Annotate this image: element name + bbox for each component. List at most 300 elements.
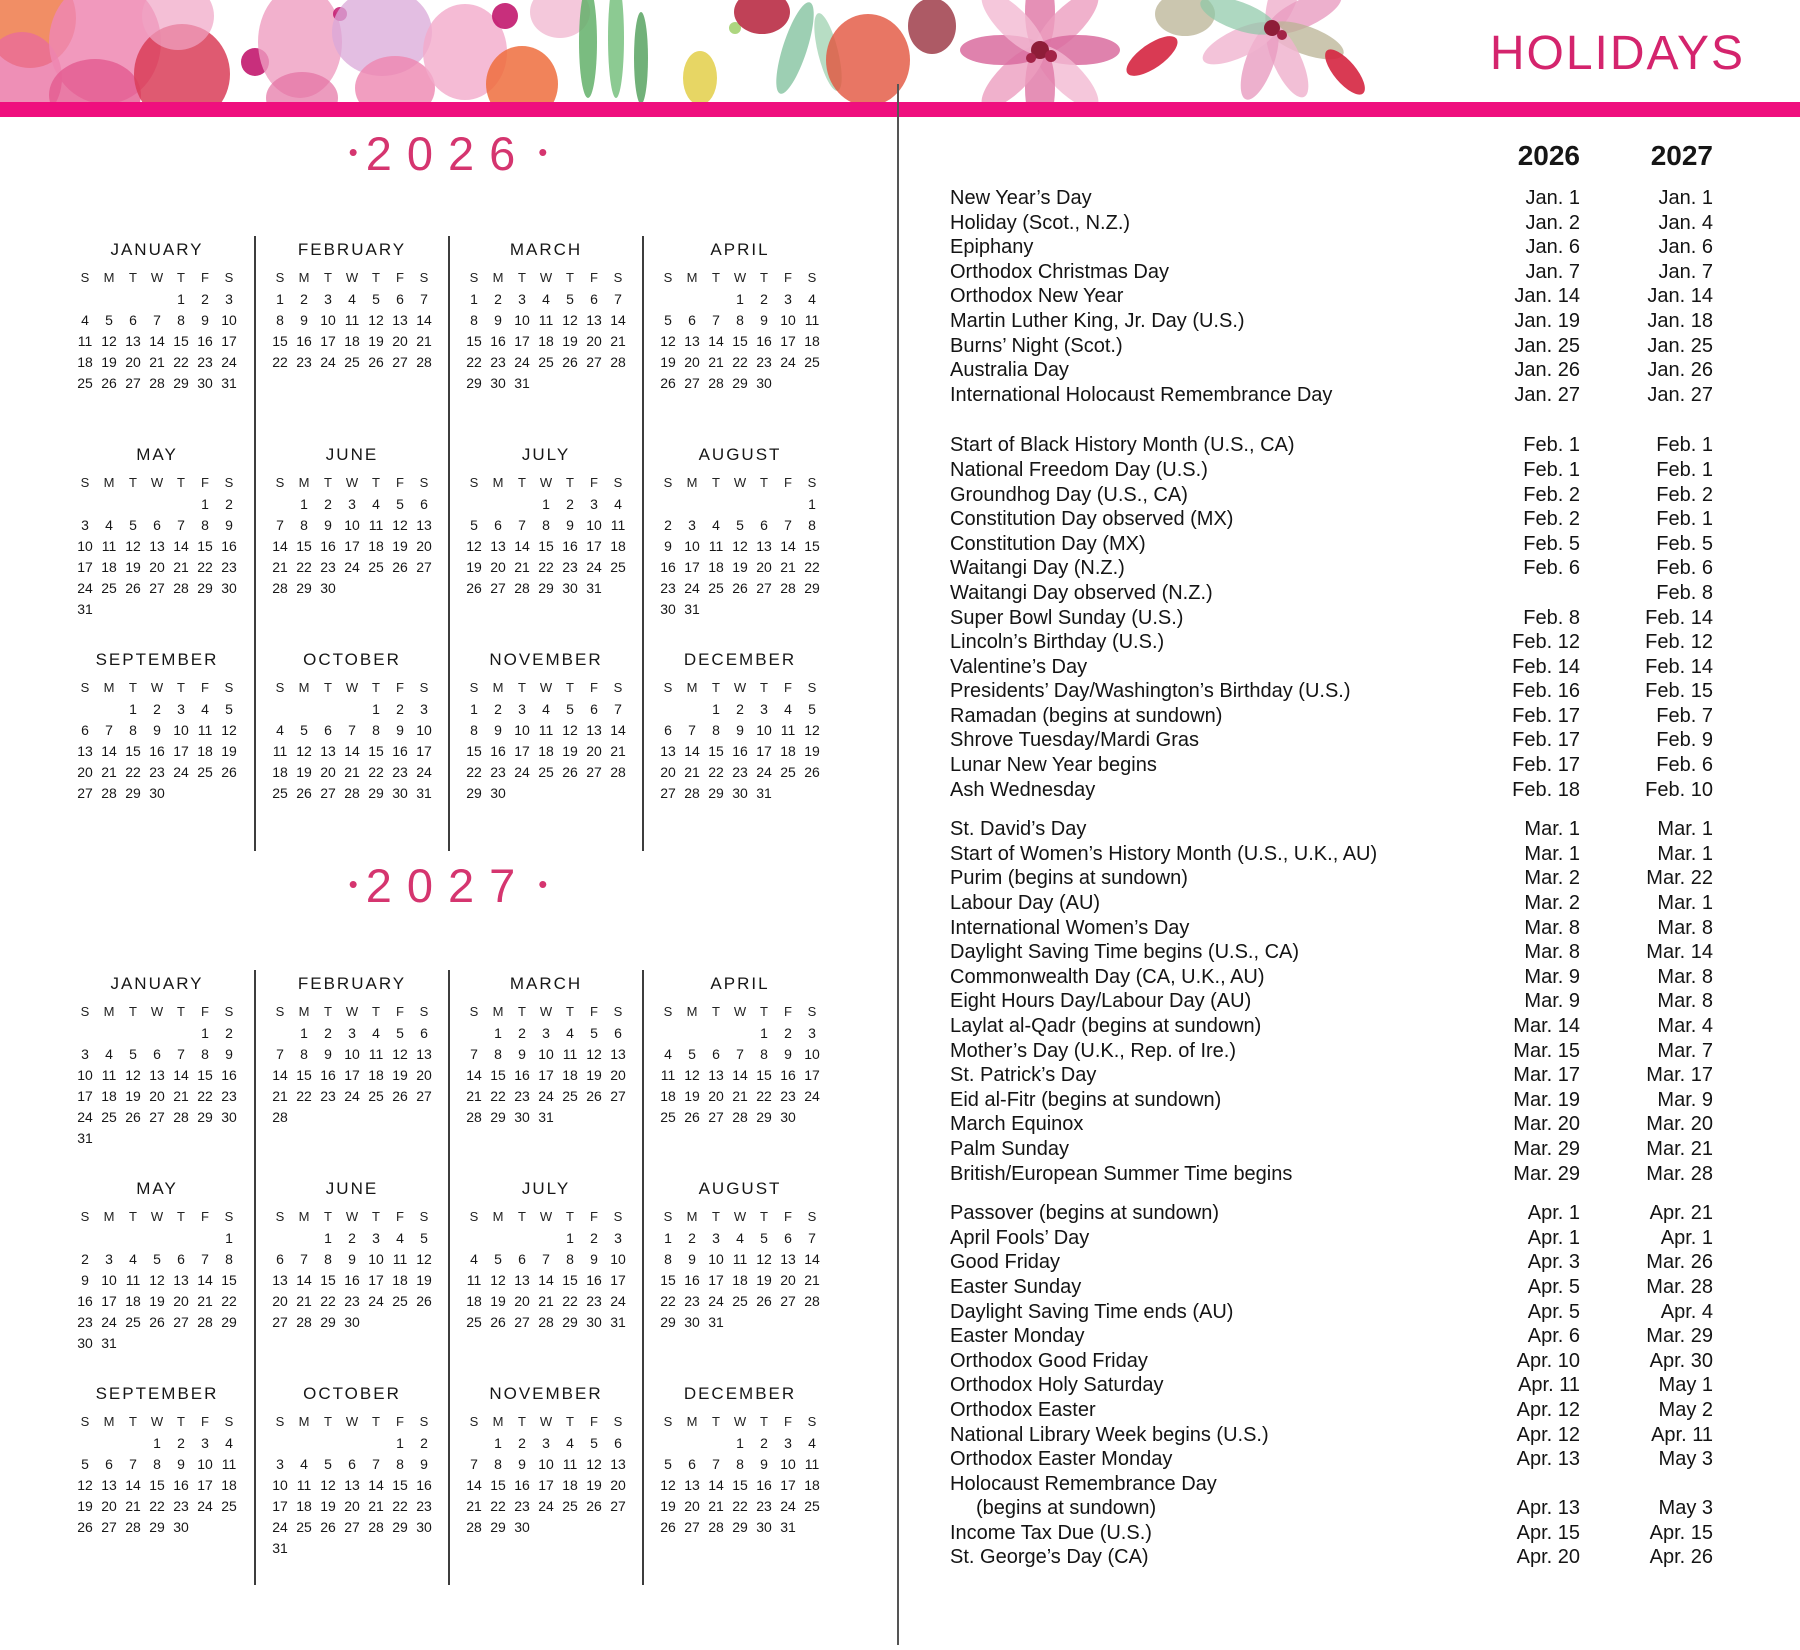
holiday-date-2026: Jan. 26 xyxy=(1514,359,1580,382)
day-number: 17 xyxy=(514,743,530,759)
day-number: 20 xyxy=(320,764,336,780)
day-number: 30 xyxy=(586,1314,602,1330)
month-title: JULY xyxy=(521,445,571,464)
day-number: 17 xyxy=(77,559,93,575)
day-of-week-header: M xyxy=(492,680,504,695)
holiday-name: Orthodox Good Friday xyxy=(950,1349,1148,1372)
day-number: 27 xyxy=(416,559,432,575)
month-2026-may xyxy=(60,441,254,646)
day-of-week-header: T xyxy=(518,1004,526,1019)
day-of-week-header: W xyxy=(345,1004,359,1019)
empty-day-cell xyxy=(728,1023,752,1044)
holiday-date-2026: Apr. 12 xyxy=(1516,1423,1580,1446)
day-number: 4 xyxy=(129,1251,137,1267)
day-of-week-header: W xyxy=(150,270,164,285)
day-of-week-header: F xyxy=(396,1209,404,1224)
holiday-date-2027: May 3 xyxy=(1658,1497,1713,1520)
day-of-week-header: S xyxy=(807,270,817,285)
day-number: 11 xyxy=(804,1456,820,1472)
day-number: 1 xyxy=(129,701,137,717)
day-of-week-header: S xyxy=(663,1209,673,1224)
day-of-week-header: T xyxy=(177,1414,185,1429)
day-number: 27 xyxy=(586,354,602,370)
day-number: 2 xyxy=(688,1230,696,1246)
day-of-week-header: S xyxy=(224,475,234,490)
day-number: 4 xyxy=(614,496,622,512)
empty-day-cell xyxy=(73,1228,97,1249)
day-of-week-header: T xyxy=(712,1414,720,1429)
day-number: 17 xyxy=(756,743,772,759)
holiday-date-2027: Mar. 22 xyxy=(1646,867,1713,890)
day-number: 19 xyxy=(490,1293,506,1309)
empty-day-cell xyxy=(510,1228,534,1249)
day-number: 4 xyxy=(105,1046,113,1062)
day-number: 12 xyxy=(392,1046,408,1062)
day-of-week-header: T xyxy=(129,1004,137,1019)
holiday-name: Easter Sunday xyxy=(950,1275,1082,1298)
day-number: 26 xyxy=(660,1519,676,1535)
month-2027-may xyxy=(60,1175,254,1380)
holiday-row xyxy=(950,1039,1713,1064)
day-of-week-header: T xyxy=(177,680,185,695)
day-number: 3 xyxy=(808,1025,816,1041)
empty-day-cell xyxy=(169,1023,193,1044)
day-number: 2 xyxy=(518,1025,526,1041)
empty-day-cell xyxy=(169,494,193,515)
holiday-row xyxy=(950,458,1713,483)
empty-day-cell xyxy=(121,494,145,515)
day-number: 17 xyxy=(684,559,700,575)
holiday-name: Ramadan (begins at sundown) xyxy=(950,704,1223,727)
day-number: 13 xyxy=(708,1067,724,1083)
day-number: 14 xyxy=(708,333,724,349)
day-number: 22 xyxy=(125,764,141,780)
day-number: 9 xyxy=(300,312,308,328)
day-number: 11 xyxy=(125,1272,141,1288)
day-number: 24 xyxy=(708,1293,724,1309)
holiday-row xyxy=(950,1088,1713,1113)
holiday-date-2027: Apr. 4 xyxy=(1660,1300,1713,1323)
day-number: 6 xyxy=(688,312,696,328)
holiday-date-2027: Jan. 7 xyxy=(1658,260,1713,283)
day-number: 29 xyxy=(296,580,312,596)
day-of-week-header: S xyxy=(80,1414,90,1429)
day-number: 25 xyxy=(562,1498,578,1514)
day-number: 12 xyxy=(684,1067,700,1083)
empty-day-cell xyxy=(268,1228,292,1249)
day-number: 25 xyxy=(562,1088,578,1104)
empty-day-cell xyxy=(73,289,97,310)
empty-day-cell xyxy=(486,494,510,515)
day-number: 31 xyxy=(610,1314,626,1330)
day-of-week-header: S xyxy=(419,270,429,285)
holiday-month-block xyxy=(950,433,1713,802)
holiday-date-2026: Feb. 17 xyxy=(1512,704,1580,727)
day-number: 3 xyxy=(614,1230,622,1246)
day-number: 3 xyxy=(105,1251,113,1267)
day-number: 18 xyxy=(344,333,360,349)
day-number: 28 xyxy=(368,1519,384,1535)
title-dot: • xyxy=(348,137,358,167)
holiday-date-2026: Apr. 10 xyxy=(1516,1349,1580,1372)
day-of-week-header: T xyxy=(129,1414,137,1429)
day-number: 20 xyxy=(272,1293,288,1309)
empty-day-cell xyxy=(121,1433,145,1454)
day-of-week-header: W xyxy=(345,1209,359,1224)
day-number: 26 xyxy=(149,1314,165,1330)
day-of-week-header: M xyxy=(298,1209,310,1224)
day-number: 29 xyxy=(466,785,482,801)
day-number: 12 xyxy=(804,722,820,738)
day-number: 22 xyxy=(804,559,820,575)
day-number: 13 xyxy=(756,538,772,554)
day-number: 23 xyxy=(320,1088,336,1104)
day-number: 28 xyxy=(466,1519,482,1535)
holiday-row xyxy=(950,211,1713,236)
holiday-row xyxy=(950,186,1713,211)
day-number: 9 xyxy=(324,1046,332,1062)
title-dot: • xyxy=(538,137,548,167)
holiday-month-block xyxy=(950,186,1713,407)
holiday-date-2027: Apr. 21 xyxy=(1649,1202,1713,1225)
day-number: 19 xyxy=(684,1088,700,1104)
day-number: 2 xyxy=(494,701,502,717)
day-number: 15 xyxy=(296,1067,312,1083)
day-number: 10 xyxy=(368,1251,384,1267)
day-number: 7 xyxy=(372,1456,380,1472)
day-of-week-header: S xyxy=(275,680,285,695)
day-number: 16 xyxy=(221,1067,237,1083)
day-number: 27 xyxy=(101,1519,117,1535)
holiday-row xyxy=(950,866,1713,891)
day-number: 21 xyxy=(272,1088,288,1104)
day-number: 22 xyxy=(466,354,482,370)
empty-day-cell xyxy=(193,1228,217,1249)
day-of-week-header: S xyxy=(224,270,234,285)
month-title: JANUARY xyxy=(110,240,204,259)
holiday-date-2027: Feb. 2 xyxy=(1656,483,1713,506)
day-number: 15 xyxy=(221,1272,237,1288)
day-number: 20 xyxy=(660,764,676,780)
day-number: 22 xyxy=(732,1498,748,1514)
day-of-week-header: M xyxy=(686,1209,698,1224)
holiday-date-2026: Feb. 2 xyxy=(1523,483,1580,506)
holiday-date-2027: Feb. 14 xyxy=(1645,606,1713,629)
holiday-name: Lincoln’s Birthday (U.S.) xyxy=(950,631,1165,654)
day-number: 26 xyxy=(125,580,141,596)
day-number: 13 xyxy=(684,1477,700,1493)
day-of-week-header: S xyxy=(275,1209,285,1224)
day-number: 25 xyxy=(466,1314,482,1330)
day-of-week-header: T xyxy=(372,1209,380,1224)
day-number: 24 xyxy=(780,354,796,370)
day-number: 3 xyxy=(712,1230,720,1246)
day-number: 19 xyxy=(221,743,237,759)
month-grid xyxy=(256,677,448,804)
day-number: 17 xyxy=(416,743,432,759)
day-number: 27 xyxy=(780,1293,796,1309)
holiday-row xyxy=(950,1521,1713,1546)
holiday-row xyxy=(950,433,1713,458)
empty-day-cell xyxy=(121,1228,145,1249)
day-number: 1 xyxy=(542,496,550,512)
day-number: 27 xyxy=(610,1088,626,1104)
day-of-week-header: T xyxy=(760,1209,768,1224)
day-number: 29 xyxy=(368,785,384,801)
day-of-week-header: T xyxy=(566,270,574,285)
day-of-week-header: F xyxy=(784,475,792,490)
day-number: 12 xyxy=(320,1477,336,1493)
day-number: 6 xyxy=(348,1456,356,1472)
month-title: APRIL xyxy=(710,240,770,259)
day-number: 6 xyxy=(590,701,598,717)
day-number: 29 xyxy=(197,1109,213,1125)
day-number: 6 xyxy=(688,1456,696,1472)
day-of-week-header: F xyxy=(201,680,209,695)
day-number: 13 xyxy=(490,538,506,554)
day-number: 24 xyxy=(586,559,602,575)
holiday-date-2027: Mar. 8 xyxy=(1657,916,1713,939)
day-number: 4 xyxy=(348,291,356,307)
empty-day-cell xyxy=(145,1228,169,1249)
day-number: 11 xyxy=(610,517,626,533)
day-number: 25 xyxy=(610,559,626,575)
day-of-week-header: S xyxy=(613,270,623,285)
holiday-date-2026: Feb. 16 xyxy=(1512,680,1580,703)
day-of-week-header: T xyxy=(372,1414,380,1429)
day-number: 27 xyxy=(416,1088,432,1104)
day-of-week-header: W xyxy=(733,1209,747,1224)
day-number: 1 xyxy=(396,1435,404,1451)
day-number: 14 xyxy=(466,1067,482,1083)
day-of-week-header: M xyxy=(103,680,115,695)
empty-day-cell xyxy=(73,699,97,720)
day-number: 2 xyxy=(760,1435,768,1451)
day-number: 11 xyxy=(272,743,288,759)
day-number: 2 xyxy=(81,1251,89,1267)
day-number: 9 xyxy=(201,312,209,328)
day-number: 30 xyxy=(197,375,213,391)
day-number: 3 xyxy=(177,701,185,717)
day-number: 5 xyxy=(736,517,744,533)
empty-day-cell xyxy=(656,699,680,720)
day-number: 16 xyxy=(173,1477,189,1493)
day-number: 3 xyxy=(81,517,89,533)
holiday-date-2026: Mar. 29 xyxy=(1513,1137,1580,1160)
day-number: 11 xyxy=(538,722,554,738)
empty-day-cell xyxy=(752,494,776,515)
month-grid xyxy=(450,1206,642,1333)
day-of-week-header: M xyxy=(103,1414,115,1429)
day-number: 6 xyxy=(420,496,428,512)
day-of-week-header: S xyxy=(663,1004,673,1019)
day-number: 17 xyxy=(173,743,189,759)
day-number: 29 xyxy=(538,580,554,596)
day-number: 24 xyxy=(77,580,93,596)
day-of-week-header: M xyxy=(298,270,310,285)
day-number: 3 xyxy=(225,291,233,307)
day-number: 6 xyxy=(81,722,89,738)
day-number: 25 xyxy=(780,764,796,780)
day-number: 4 xyxy=(566,1435,574,1451)
day-number: 8 xyxy=(494,1046,502,1062)
day-number: 23 xyxy=(780,1088,796,1104)
day-of-week-header: F xyxy=(784,1004,792,1019)
day-number: 15 xyxy=(708,743,724,759)
holiday-date-2026: Apr. 1 xyxy=(1527,1226,1580,1249)
day-of-week-header: M xyxy=(686,270,698,285)
day-number: 3 xyxy=(201,1435,209,1451)
day-number: 13 xyxy=(149,1067,165,1083)
day-number: 16 xyxy=(684,1272,700,1288)
day-number: 4 xyxy=(105,517,113,533)
day-number: 16 xyxy=(756,1477,772,1493)
day-of-week-header: S xyxy=(275,1414,285,1429)
day-of-week-header: W xyxy=(150,475,164,490)
day-number: 2 xyxy=(784,1025,792,1041)
day-number: 17 xyxy=(804,1067,820,1083)
day-number: 14 xyxy=(610,722,626,738)
holiday-date-2026: Mar. 15 xyxy=(1513,1039,1580,1062)
day-number: 11 xyxy=(77,333,93,349)
day-number: 6 xyxy=(324,722,332,738)
day-number: 15 xyxy=(392,1477,408,1493)
day-number: 12 xyxy=(562,312,578,328)
day-number: 22 xyxy=(368,764,384,780)
day-number: 21 xyxy=(101,764,117,780)
day-number: 29 xyxy=(197,580,213,596)
day-number: 15 xyxy=(562,1272,578,1288)
day-number: 25 xyxy=(368,559,384,575)
month-title: JANUARY xyxy=(110,974,204,993)
day-number: 24 xyxy=(197,1498,213,1514)
day-number: 4 xyxy=(808,1435,816,1451)
day-of-week-header: S xyxy=(80,1209,90,1224)
day-number: 15 xyxy=(197,538,213,554)
holiday-date-2027: Feb. 15 xyxy=(1645,680,1713,703)
day-of-week-header: M xyxy=(686,680,698,695)
day-number: 6 xyxy=(420,1025,428,1041)
empty-day-cell xyxy=(656,289,680,310)
day-number: 19 xyxy=(101,354,117,370)
day-number: 25 xyxy=(538,354,554,370)
holiday-name: Lunar New Year begins xyxy=(950,754,1157,777)
day-number: 3 xyxy=(590,496,598,512)
day-number: 7 xyxy=(808,1230,816,1246)
day-number: 14 xyxy=(344,743,360,759)
month-title: MARCH xyxy=(509,974,583,993)
day-number: 1 xyxy=(372,701,380,717)
day-number: 4 xyxy=(566,1025,574,1041)
holiday-name: Holiday (Scot., N.Z.) xyxy=(950,211,1131,234)
day-number: 20 xyxy=(586,333,602,349)
day-number: 23 xyxy=(756,354,772,370)
day-number: 1 xyxy=(300,1025,308,1041)
day-number: 25 xyxy=(392,1293,408,1309)
day-of-week-header: W xyxy=(345,270,359,285)
day-number: 4 xyxy=(736,1230,744,1246)
day-number: 29 xyxy=(732,1519,748,1535)
day-number: 19 xyxy=(125,1088,141,1104)
day-number: 8 xyxy=(225,1251,233,1267)
day-number: 12 xyxy=(756,1251,772,1267)
month-title: NOVEMBER xyxy=(489,1384,603,1403)
day-number: 5 xyxy=(153,1251,161,1267)
day-of-week-header: M xyxy=(103,1004,115,1019)
day-number: 4 xyxy=(664,1046,672,1062)
day-number: 21 xyxy=(514,559,530,575)
day-number: 17 xyxy=(77,1088,93,1104)
day-of-week-header: T xyxy=(129,270,137,285)
holiday-name: Daylight Saving Time begins (U.S., CA) xyxy=(950,941,1300,964)
holiday-name: Orthodox Christmas Day xyxy=(950,260,1169,283)
day-of-week-header: M xyxy=(298,1414,310,1429)
empty-day-cell xyxy=(728,494,752,515)
day-number: 30 xyxy=(392,785,408,801)
day-number: 3 xyxy=(784,1435,792,1451)
holiday-date-2026: Jan. 25 xyxy=(1514,334,1580,357)
day-number: 8 xyxy=(177,312,185,328)
empty-day-cell xyxy=(704,289,728,310)
day-number: 15 xyxy=(466,743,482,759)
holiday-date-2027: Feb. 5 xyxy=(1656,532,1713,555)
month-2027-february xyxy=(254,970,448,1175)
day-number: 29 xyxy=(756,1109,772,1125)
day-number: 20 xyxy=(149,559,165,575)
day-of-week-header: W xyxy=(539,1209,553,1224)
day-number: 18 xyxy=(660,1088,676,1104)
day-of-week-header: M xyxy=(103,475,115,490)
empty-day-cell xyxy=(340,699,364,720)
day-number: 24 xyxy=(344,1088,360,1104)
day-number: 8 xyxy=(542,517,550,533)
holiday-date-2027: May 2 xyxy=(1658,1398,1713,1421)
holiday-name: March Equinox xyxy=(950,1113,1084,1136)
day-of-week-header: T xyxy=(760,1004,768,1019)
day-number: 22 xyxy=(296,1088,312,1104)
holiday-name: National Freedom Day (U.S.) xyxy=(950,458,1208,481)
day-number: 26 xyxy=(804,764,820,780)
day-number: 8 xyxy=(470,312,478,328)
day-of-week-header: M xyxy=(492,270,504,285)
holiday-date-2027: Jan. 26 xyxy=(1647,359,1713,382)
day-number: 21 xyxy=(610,333,626,349)
day-number: 22 xyxy=(490,1498,506,1514)
holiday-row xyxy=(950,1300,1713,1325)
day-number: 23 xyxy=(732,764,748,780)
day-number: 26 xyxy=(392,1088,408,1104)
holiday-name: Ash Wednesday xyxy=(950,778,1096,801)
day-number: 2 xyxy=(177,1435,185,1451)
day-number: 22 xyxy=(149,1498,165,1514)
day-number: 17 xyxy=(780,333,796,349)
day-number: 1 xyxy=(324,1230,332,1246)
day-number: 20 xyxy=(173,1293,189,1309)
day-number: 5 xyxy=(494,1251,502,1267)
day-number: 28 xyxy=(149,375,165,391)
day-number: 22 xyxy=(296,559,312,575)
day-number: 7 xyxy=(300,1251,308,1267)
month-2026-october xyxy=(254,646,448,851)
empty-day-cell xyxy=(169,1228,193,1249)
day-number: 13 xyxy=(610,1456,626,1472)
day-number: 14 xyxy=(780,538,796,554)
holiday-row xyxy=(950,1162,1713,1187)
day-number: 2 xyxy=(348,1230,356,1246)
day-number: 14 xyxy=(368,1477,384,1493)
holiday-date-2027: Jan. 14 xyxy=(1647,285,1713,308)
day-number: 24 xyxy=(173,764,189,780)
